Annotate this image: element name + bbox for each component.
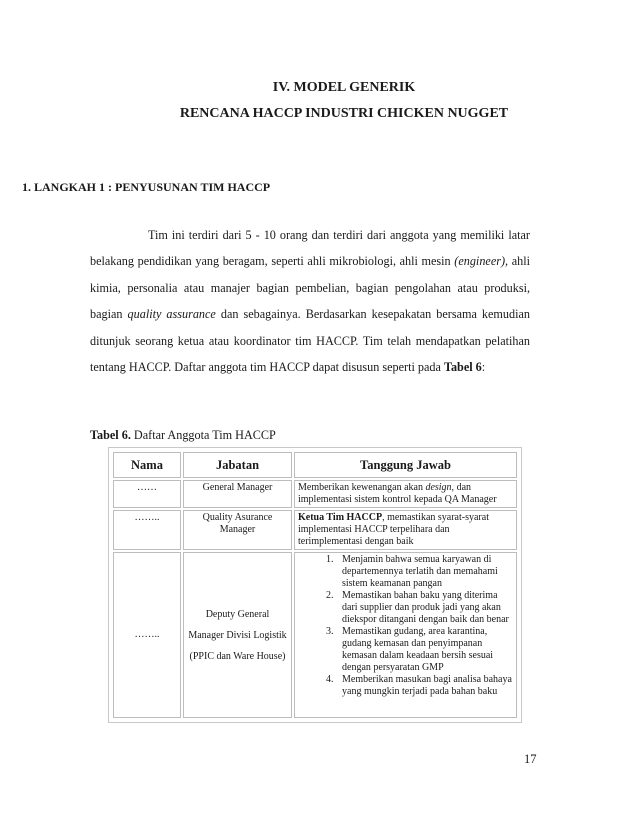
qa-term: quality assurance [127, 307, 216, 322]
cell-tugas: Memberikan kewenangan akan design, dan implementasi sistem kontrol kepada QA Manager [294, 480, 517, 508]
chapter-title: IV. MODEL GENERIK [272, 80, 416, 95]
cell-nama: …….. [113, 510, 181, 550]
cell-nama: …… [113, 480, 181, 508]
table-row [113, 480, 517, 508]
cell-nama: …….. [113, 552, 181, 718]
cell-tugas: Ketua Tim HACCP, memastikan syarat-syarat implementasi HACCP terpelihara dan terimplementasi dengan baik [294, 510, 517, 550]
header-jabatan: Jabatan [183, 452, 292, 478]
cell-tugas-list [294, 552, 517, 718]
page-number: 17 [524, 752, 537, 766]
header-nama: Nama [113, 452, 181, 478]
list-item: 4. Memberikan masukan bagi analisa bahaya yang mungkin terjadi pada bahan baku [336, 674, 513, 698]
header-tanggung-jawab: Tanggung Jawab [294, 452, 517, 478]
cell-jabatan: General Manager [183, 480, 292, 508]
haccp-team-table [108, 447, 522, 723]
table-row [113, 510, 517, 550]
table-caption: Tabel 6. Daftar Anggota Tim HACCP [90, 428, 276, 442]
list-item: 1. Menjamin bahwa semua karyawan di departemennya terlatih dan memahami sistem keamanan pangan [336, 554, 513, 590]
table-row [113, 552, 517, 718]
engineer-term: (engineer), [454, 254, 509, 269]
chapter-subtitle: RENCANA HACCP INDUSTRI CHICKEN NUGGET [179, 106, 509, 121]
section-heading: 1. LANGKAH 1 : PENYUSUNAN TIM HACCP [22, 180, 271, 194]
cell-jabatan: Quality Asurance Manager [183, 510, 292, 550]
table-header-row [113, 452, 517, 478]
table-reference: Tabel 6 [443, 360, 482, 375]
list-item: 2. Memastikan bahan baku yang diterima dari supplier dan produk jadi yang akan diekspor ditangani dengan baik dan benar [336, 590, 513, 626]
cell-jabatan: Deputy General Manager Divisi Logistik (PPIC dan Ware House) [183, 552, 292, 718]
body-paragraph: Tim ini terdiri dari 5 - 10 orang dan terdiri dari anggota yang memiliki latar belakang pendidikan yang beragam, seperti ahli mikrobiologi, ahli mesin (engineer), ahli kimia, personalia atau manajer bagian pembelian, bagian pengolahan atau produksi, bagian quality assurance dan sebagainya. Berdasarkan kesepakatan bersama kemudian ditunjuk seorang ketua atau koordinator tim HACCP. Tim telah mendapatkan pelatihan tentang HACCP. Daftar anggota tim HACCP dapat disusun seperti pada Tabel 6: [90, 228, 530, 375]
list-item: 3. Memastikan gudang, area karantina, gudang kemasan dan penyimpanan kemasan dalam keadaan bersih sesuai dengan persyaratan GMP [336, 626, 513, 674]
